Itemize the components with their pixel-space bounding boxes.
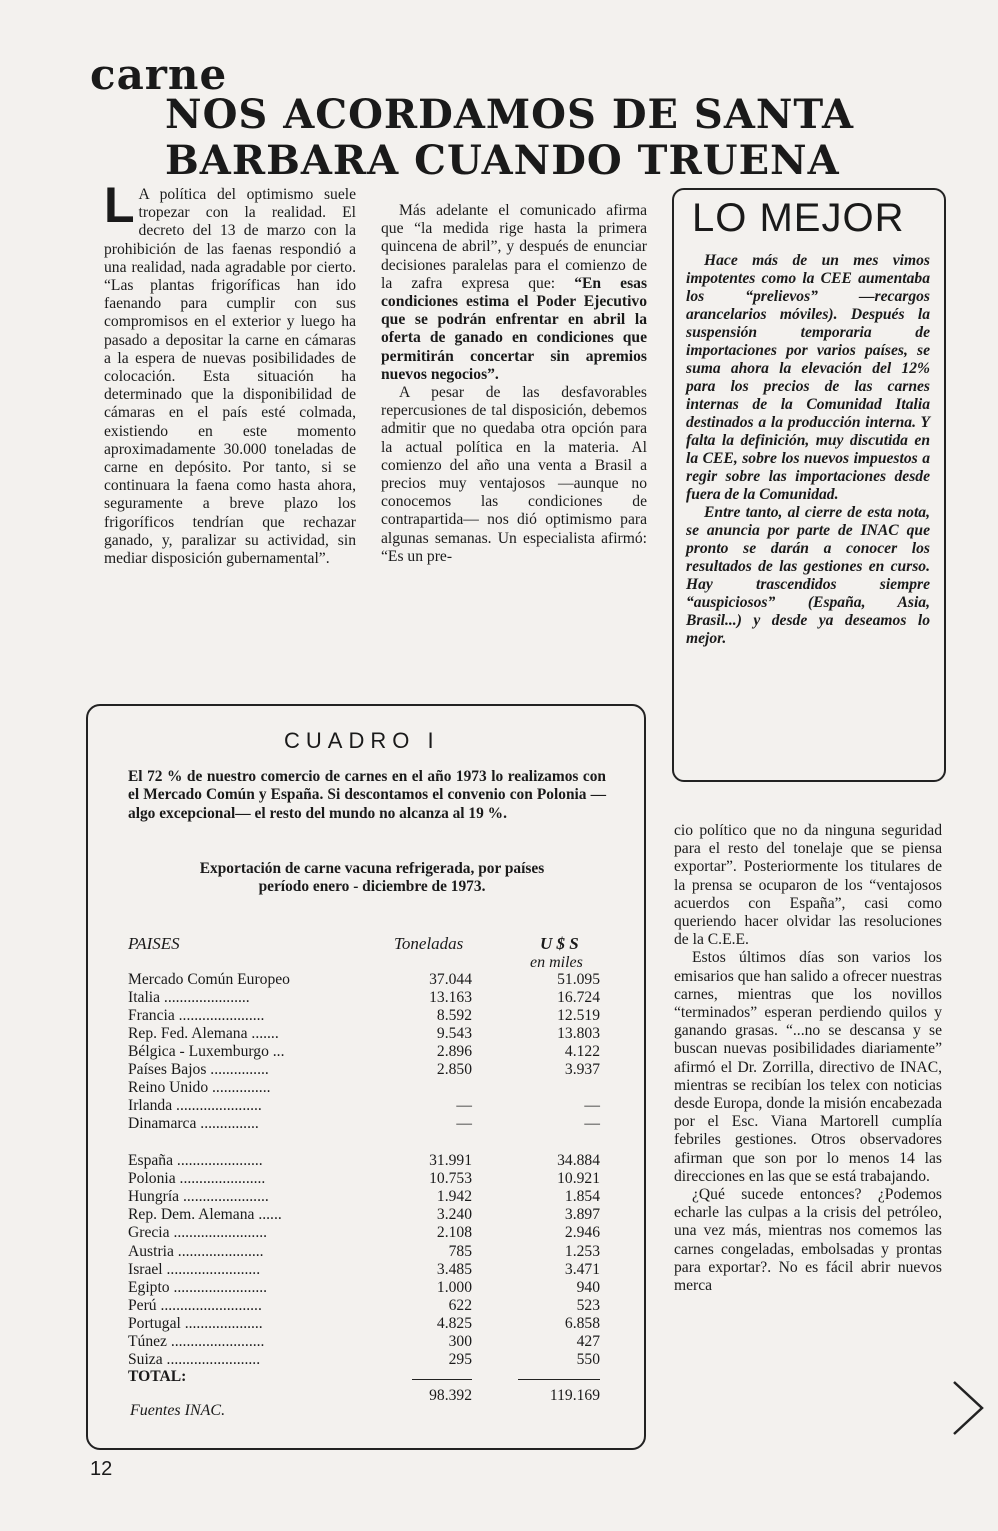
usd-cell: 1.854	[564, 1188, 600, 1206]
toneladas-cell: 622	[448, 1296, 472, 1314]
usd-cell: 550	[576, 1351, 600, 1369]
usd-cell: 34.884	[557, 1152, 600, 1169]
col-header-usd: U $ S	[540, 934, 579, 953]
country-cell: Dinamarca ...............	[128, 1115, 259, 1132]
usd-cell: 3.937	[564, 1061, 600, 1078]
continue-arrow-icon	[950, 1378, 986, 1438]
column-2-p1-text: Más adelante el comunicado afirma que “la medida rige hasta la primera quincena de abril”, y después de enunciar decisiones paralelas para el comienzo de la zafra expresa que:	[381, 202, 647, 292]
cuadro-title: CUADRO I	[284, 728, 440, 753]
column-2-p1-quote: “En esas condiciones estima el Poder Ejecutivo que se podrán enfrentar en abril la oferta de ganado en condiciones que permitirán concertar sin apremios nuevos negocios”.	[381, 274, 648, 383]
usd-cell: 10.921	[557, 1170, 600, 1188]
headline	[165, 92, 965, 184]
cuadro-subtitle	[128, 860, 616, 896]
cuadro-intro: El 72 % de nuestro comercio de carnes en el año 1973 lo realizamos con el Mercado Común y España. Si descontamos el convenio con Polonia —algo excepcional— el resto del mundo no alcanza al 19 %.	[128, 768, 606, 822]
usd-cell: 1.253	[564, 1242, 600, 1260]
country-cell: Rep. Dem. Alemana ......	[128, 1206, 282, 1224]
table-row	[128, 1025, 604, 1043]
article-column-3	[674, 822, 942, 1295]
lo-mejor-paragraph-1: Hace más de un mes vimos impotentes como la CEE aumentaba los “prelievos” —recargos arancelarios móviles). Después la suspensión temporaria de importaciones por varios países, se suma ahora la elevación del 12% para los precios de las carnes internas de la Comunidad Italia destinados a la producción interna. Y falta la definición, muy discutida en la CEE, sobre los nuevos impuestos a regir sobre las importaciones desde fuera de la Comunidad.	[686, 252, 930, 503]
toneladas-cell: 13.163	[429, 989, 472, 1006]
toneladas-cell: 1.000	[436, 1278, 472, 1296]
column-2-paragraph-1	[381, 202, 647, 384]
toneladas-cell: 3.240	[436, 1206, 472, 1224]
country-cell: Bélgica - Luxemburgo ...	[128, 1043, 285, 1060]
country-cell: Perú ..........................	[128, 1296, 262, 1314]
drop-cap: L	[104, 177, 135, 233]
toneladas-cell: 2.108	[436, 1224, 472, 1242]
col-header-usd-miles: en miles	[530, 954, 583, 971]
headline-line-2: BARBARA CUANDO TRUENA	[165, 137, 840, 184]
toneladas-cell: 300	[448, 1333, 472, 1350]
usd-cell: 6.858	[564, 1314, 600, 1332]
usd-cell: —	[584, 1097, 600, 1114]
col-header-toneladas: Toneladas	[394, 934, 464, 953]
table-row	[128, 971, 604, 989]
usd-cell: 940	[576, 1278, 600, 1296]
toneladas-cell: 37.044	[429, 971, 472, 988]
country-cell: Polonia ......................	[128, 1170, 266, 1188]
article-column-1	[104, 177, 356, 568]
usd-cell: 12.519	[557, 1007, 600, 1024]
toneladas-cell: 2.896	[436, 1043, 472, 1060]
column-3-paragraph-1: cio político que no da ninguna seguridad para el resto del tonelaje que se piensa exportar”. Posteriormente los titulares de la prensa se ocuparon de los “ventajosos acuerdos con España”, casi como queriendo hacer olvidar las resoluciones de la C.E.E.	[674, 822, 942, 949]
table-row	[128, 989, 604, 1007]
usd-cell: 16.724	[557, 989, 600, 1006]
column-3-paragraph-2: Estos últimos días son varios los emisarios que han salido a ofrecer nuestras carnes, mientras que los novillos “terminados” esperan perdiendo quilos y ganando grasas. “...no se descansa y se buscan nuevas posibilidades diariamente” afirmó el Dr. Zorrilla, directivo de INAC, mientras se recibían los telex con noticias desde Europa, donde la misión encabezada por el Esc. Viana Martorell cumplía febriles gestiones. Otros observadores afirman que son por lo menos 14 las direcciones en las que se está trabajando.	[674, 949, 942, 1185]
toneladas-cell: —	[456, 1115, 472, 1132]
page-number: 12	[90, 1458, 113, 1480]
table-row	[128, 1261, 604, 1279]
table-row	[128, 1061, 604, 1079]
toneladas-cell: 8.592	[436, 1007, 472, 1024]
usd-cell: 4.122	[564, 1043, 600, 1060]
section-label: carne	[90, 50, 228, 99]
toneladas-cell: 31.991	[429, 1152, 472, 1169]
toneladas-cell: 10.753	[429, 1170, 472, 1188]
country-cell: Reino Unido ...............	[128, 1079, 271, 1096]
table-row	[128, 1079, 604, 1097]
table-row	[128, 1351, 604, 1369]
column-1-text: A política del optimismo suele tropezar con la realidad. El decreto del 13 de marzo con la prohibición de las faenas respondió a una realidad, nada agradable por cierto. “Las plantas frigoríficas han ido faenando para cumplir con sus compromisos en el exterior y luego ha pasado a depositar la carne en cámaras a la espera de nuevas posibilidades de colocación. Esta situación ha determinado que la disponibilidad de cámaras en el país esté colmada, existiendo en este momento aproximadamente 30.000 toneladas de carne en depósito. Por tanto, si se continuara la faena como hasta ahora, seguramente a breve plazo los frigoríficos tendrían que rechazar ganado, y, paralizar su actividad, sin mediar disposición gubernamental”.	[104, 186, 356, 568]
column-2-paragraph-2: A pesar de las desfavorables repercusiones de tal disposición, debemos admitir que no quedaba otra opción para la actual política en la materia. Al comienzo del año una venta a Brasil a precios muy ventajosos —aunque no conocemos las condiciones de contrapartida— nos dió optimismo para algunas semanas. Un especialista afirmó: “Es un pre-	[381, 384, 647, 565]
country-cell: Grecia ........................	[128, 1224, 268, 1242]
toneladas-cell: 295	[448, 1351, 472, 1369]
table-row	[128, 1043, 604, 1061]
col-header-paises: PAISES	[128, 934, 180, 953]
usd-cell: 3.897	[564, 1206, 600, 1224]
lo-mejor-text	[686, 252, 930, 648]
country-cell: Portugal ....................	[128, 1314, 263, 1332]
total-toneladas: 98.392	[429, 1387, 472, 1404]
country-cell: Austria ......................	[128, 1242, 264, 1260]
table-row	[128, 1188, 604, 1206]
country-cell: Francia ......................	[128, 1007, 265, 1024]
table-row	[128, 1224, 604, 1242]
country-cell: Egipto ........................	[128, 1278, 268, 1296]
table-row	[128, 1170, 604, 1188]
country-cell: Italia ......................	[128, 989, 250, 1006]
country-cell: Hungría ......................	[128, 1188, 269, 1206]
headline-line-1: NOS ACORDAMOS DE SANTA	[165, 91, 855, 138]
country-cell: Túnez ........................	[128, 1333, 265, 1350]
country-cell: Países Bajos ...............	[128, 1061, 269, 1078]
usd-cell: 2.946	[564, 1224, 600, 1242]
toneladas-cell: —	[456, 1097, 472, 1114]
country-cell: España ......................	[128, 1152, 263, 1169]
usd-cell: 51.095	[557, 971, 600, 988]
table-row	[128, 1007, 604, 1025]
table-row	[128, 1297, 604, 1315]
country-cell: Suiza ........................	[128, 1351, 261, 1369]
column-3-paragraph-3: ¿Qué sucede entonces? ¿Podemos echarle las culpas a la crisis del petróleo, una vez más, mientras nos comemos las carnes congeladas, embolsadas y prontas para exportar?. No es fácil abrir nuevos merca	[674, 1186, 942, 1295]
usd-cell: —	[584, 1115, 600, 1132]
table-row	[128, 1333, 604, 1351]
country-cell: Rep. Fed. Alemana .......	[128, 1025, 279, 1042]
cuadro-subtitle-line-2: período enero - diciembre de 1973.	[258, 878, 486, 895]
country-cell: Mercado Común Europeo	[128, 971, 290, 988]
table-row	[128, 1206, 604, 1224]
total-usd: 119.169	[549, 1387, 600, 1404]
article-column-2	[381, 202, 647, 566]
lo-mejor-title: LO MEJOR	[692, 196, 905, 240]
toneladas-cell: 9.543	[436, 1025, 472, 1042]
usd-cell: 3.471	[564, 1260, 600, 1278]
country-cell: Israel ........................	[128, 1260, 261, 1278]
table-row	[128, 1315, 604, 1333]
usd-cell: 13.803	[557, 1025, 600, 1042]
toneladas-cell: 4.825	[436, 1314, 472, 1332]
usd-cell: 523	[576, 1296, 600, 1314]
table-row	[128, 1097, 604, 1115]
cuadro-subtitle-line-1: Exportación de carne vacuna refrigerada, por países	[199, 860, 545, 877]
total-label: TOTAL:	[128, 1368, 187, 1385]
toneladas-cell: 2.850	[436, 1061, 472, 1078]
table-row	[128, 1243, 604, 1261]
toneladas-cell: 1.942	[436, 1188, 472, 1206]
table-row-total	[128, 1368, 604, 1386]
usd-cell: 427	[576, 1333, 600, 1350]
cuadro-source: Fuentes INAC.	[130, 1402, 226, 1419]
table-row	[128, 1152, 604, 1170]
lo-mejor-paragraph-2: Entre tanto, al cierre de esta nota, se anuncia por parte de INAC que pronto se darán a conocer los resultados de las gestiones en curso. Hay trascendidos siempre “auspiciosos” (España, Asia, Brasil...) y desde ya deseamos lo mejor.	[686, 504, 930, 647]
table-row	[128, 1115, 604, 1133]
country-cell: Irlanda ......................	[128, 1097, 262, 1114]
toneladas-cell: 3.485	[436, 1260, 472, 1278]
table-row	[128, 1279, 604, 1297]
toneladas-cell: 785	[448, 1242, 472, 1260]
